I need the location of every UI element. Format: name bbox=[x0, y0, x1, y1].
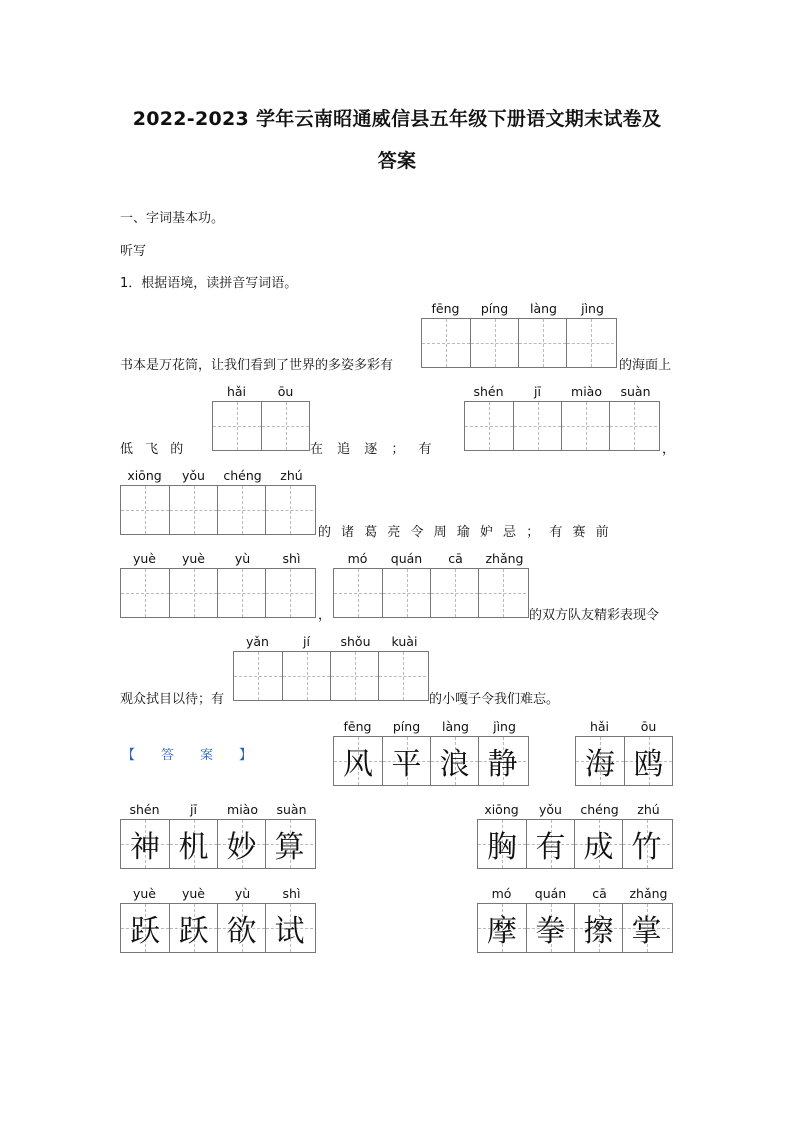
answer-shen-ji-miao-suan bbox=[120, 801, 316, 869]
question-prompt: 1．根据语境，读拼音写词语。 bbox=[120, 276, 298, 291]
answer-character: 鸥 bbox=[633, 747, 664, 782]
pinyin-syllable: shì bbox=[282, 551, 301, 566]
passage-line1-before: 书本是万花筒，让我们看到了世界的多姿多彩有 bbox=[120, 358, 394, 373]
writing-cell[interactable] bbox=[470, 319, 518, 367]
word-blank-shen-ji-miao-suan[interactable] bbox=[464, 383, 660, 451]
writing-cell[interactable] bbox=[382, 569, 430, 617]
pinyin-syllable: miào bbox=[571, 384, 602, 399]
answer-character: 掌 bbox=[631, 914, 662, 949]
writing-cell[interactable] bbox=[334, 569, 382, 617]
pinyin-row bbox=[120, 885, 316, 903]
pinyin-syllable: shén bbox=[473, 384, 504, 399]
pinyin-row bbox=[575, 718, 673, 736]
answer-hai-ou bbox=[575, 718, 673, 786]
pinyin-syllable: jī bbox=[534, 384, 541, 399]
writing-cell[interactable] bbox=[422, 319, 470, 367]
pinyin-syllable: ōu bbox=[640, 719, 657, 734]
pinyin-syllable: fēng bbox=[343, 719, 372, 734]
writing-cell[interactable] bbox=[609, 402, 657, 450]
writing-cell[interactable] bbox=[261, 402, 309, 450]
answer-character: 跃 bbox=[178, 914, 209, 949]
pinyin-syllable: yuè bbox=[132, 886, 156, 901]
pinyin-syllable: làng bbox=[442, 719, 469, 734]
pinyin-row bbox=[212, 383, 310, 401]
word-blank-yue-yue-yu-shi[interactable] bbox=[120, 550, 316, 618]
answer-cell bbox=[526, 904, 574, 952]
pinyin-syllable: suàn bbox=[276, 802, 307, 817]
writing-cell[interactable] bbox=[169, 569, 217, 617]
pinyin-syllable: shǒu bbox=[340, 634, 371, 649]
answer-cell bbox=[382, 737, 430, 785]
word-blank-mo-quan-ca-zhang[interactable] bbox=[333, 550, 529, 618]
answer-cell bbox=[622, 820, 670, 868]
writing-cell[interactable] bbox=[478, 569, 526, 617]
pinyin-syllable: zhú bbox=[280, 468, 303, 483]
answer-character: 浪 bbox=[439, 747, 470, 782]
writing-cell[interactable] bbox=[566, 319, 614, 367]
answer-character: 拳 bbox=[535, 914, 566, 949]
answer-mo-quan-ca-zhang bbox=[477, 885, 673, 953]
writing-cell[interactable] bbox=[465, 402, 513, 450]
pinyin-syllable: yuè bbox=[181, 551, 205, 566]
answer-character: 机 bbox=[178, 830, 209, 865]
pinyin-syllable: xiōng bbox=[484, 802, 519, 817]
writing-cell[interactable] bbox=[213, 402, 261, 450]
answer-cell bbox=[169, 904, 217, 952]
pinyin-syllable: yǒu bbox=[539, 802, 562, 817]
answer-character: 神 bbox=[130, 830, 160, 865]
answer-character: 跃 bbox=[130, 914, 160, 949]
answer-character: 试 bbox=[274, 914, 305, 949]
answer-grid bbox=[575, 736, 673, 786]
pinyin-row bbox=[333, 550, 529, 568]
writing-cell[interactable] bbox=[217, 569, 265, 617]
pinyin-syllable: zhú bbox=[637, 802, 660, 817]
answer-cell bbox=[265, 820, 313, 868]
pinyin-syllable: hǎi bbox=[589, 719, 610, 734]
answer-yue-yue-yu-shi bbox=[120, 885, 316, 953]
answer-character: 成 bbox=[583, 830, 614, 865]
pinyin-syllable: mó bbox=[491, 886, 512, 901]
pinyin-syllable: kuài bbox=[391, 634, 418, 649]
answer-cell bbox=[217, 820, 265, 868]
writing-grid[interactable] bbox=[233, 651, 429, 701]
word-blank-feng-ping-lang-jing[interactable] bbox=[421, 300, 617, 368]
word-blank-yan-ji-shou-kuai[interactable] bbox=[233, 633, 429, 701]
writing-cell[interactable] bbox=[265, 486, 313, 534]
writing-cell[interactable] bbox=[330, 652, 378, 700]
writing-grid[interactable] bbox=[212, 401, 310, 451]
writing-cell[interactable] bbox=[265, 569, 313, 617]
passage-line5-after: 的小嘎子令我们难忘。 bbox=[429, 692, 560, 707]
writing-grid[interactable] bbox=[464, 401, 660, 451]
writing-cell[interactable] bbox=[169, 486, 217, 534]
answer-cell bbox=[265, 904, 313, 952]
pinyin-row bbox=[464, 383, 660, 401]
word-blank-hai-ou[interactable] bbox=[212, 383, 310, 451]
passage-line4-after: 的双方队友精彩表现令 bbox=[529, 608, 660, 623]
answer-label: 【 答 案 】 bbox=[122, 748, 253, 763]
pinyin-row bbox=[477, 885, 673, 903]
answer-character: 算 bbox=[274, 830, 305, 865]
answer-character: 海 bbox=[585, 747, 615, 782]
answer-grid bbox=[120, 819, 316, 869]
pinyin-row bbox=[120, 467, 316, 485]
pinyin-syllable: yuè bbox=[181, 886, 205, 901]
answer-cell bbox=[624, 737, 672, 785]
pinyin-syllable: hǎi bbox=[226, 384, 247, 399]
answer-character: 静 bbox=[487, 747, 518, 782]
writing-grid[interactable] bbox=[120, 485, 316, 535]
pinyin-syllable: miào bbox=[227, 802, 258, 817]
pinyin-syllable: quán bbox=[390, 551, 423, 566]
answer-cell bbox=[121, 904, 169, 952]
pinyin-row bbox=[233, 633, 429, 651]
pinyin-syllable: chéng bbox=[580, 802, 619, 817]
writing-cell[interactable] bbox=[282, 652, 330, 700]
pinyin-syllable: chéng bbox=[223, 468, 262, 483]
pinyin-row bbox=[120, 801, 316, 819]
answer-grid bbox=[120, 903, 316, 953]
subsection-heading: 听写 bbox=[120, 244, 147, 259]
writing-cell[interactable] bbox=[430, 569, 478, 617]
passage-line5-before: 观众拭目以待；有 bbox=[120, 692, 225, 707]
pinyin-syllable: zhǎng bbox=[629, 886, 668, 901]
pinyin-row bbox=[477, 801, 673, 819]
pinyin-row bbox=[333, 718, 529, 736]
writing-cell[interactable] bbox=[561, 402, 609, 450]
answer-cell bbox=[430, 737, 478, 785]
writing-cell[interactable] bbox=[378, 652, 426, 700]
pinyin-syllable: jī bbox=[190, 802, 197, 817]
pinyin-syllable: shén bbox=[129, 802, 160, 817]
pinyin-syllable: yǒu bbox=[182, 468, 205, 483]
writing-cell[interactable] bbox=[234, 652, 282, 700]
writing-cell[interactable] bbox=[513, 402, 561, 450]
answer-character: 竹 bbox=[631, 830, 662, 865]
pinyin-syllable: píng bbox=[480, 301, 509, 316]
pinyin-syllable: yù bbox=[234, 551, 251, 566]
passage-line2-c: ， bbox=[662, 442, 676, 457]
pinyin-syllable: quán bbox=[534, 886, 567, 901]
page-title-line1: 2022-2023 学年云南昭通威信县五年级下册语文期末试卷及 bbox=[132, 108, 662, 130]
answer-cell bbox=[576, 737, 624, 785]
writing-cell[interactable] bbox=[121, 486, 169, 534]
writing-grid[interactable] bbox=[421, 318, 617, 368]
answer-cell bbox=[334, 737, 382, 785]
answer-cell bbox=[622, 904, 670, 952]
pinyin-syllable: suàn bbox=[620, 384, 651, 399]
writing-cell[interactable] bbox=[121, 569, 169, 617]
passage-line1-after: 的海面上 bbox=[619, 358, 672, 373]
pinyin-row bbox=[421, 300, 617, 318]
answer-cell bbox=[478, 737, 526, 785]
answer-xiong-you-cheng-zhu bbox=[477, 801, 673, 869]
pinyin-syllable: cā bbox=[592, 886, 607, 901]
answer-cell bbox=[121, 820, 169, 868]
pinyin-syllable: yù bbox=[234, 886, 251, 901]
section-heading: 一、字词基本功。 bbox=[120, 211, 225, 226]
writing-cell[interactable] bbox=[518, 319, 566, 367]
pinyin-syllable: zhǎng bbox=[485, 551, 524, 566]
writing-grid[interactable] bbox=[333, 568, 529, 618]
answer-character: 胸 bbox=[487, 830, 517, 865]
writing-cell[interactable] bbox=[217, 486, 265, 534]
answer-character: 妙 bbox=[226, 830, 257, 865]
answer-character: 摩 bbox=[487, 914, 517, 949]
answer-cell bbox=[478, 820, 526, 868]
answer-grid bbox=[477, 903, 673, 953]
pinyin-syllable: mó bbox=[347, 551, 368, 566]
passage-line2-a: 低 飞 的 bbox=[120, 442, 184, 457]
answer-character: 擦 bbox=[583, 914, 614, 949]
pinyin-syllable: cā bbox=[448, 551, 463, 566]
answer-character: 风 bbox=[343, 747, 373, 782]
answer-cell bbox=[574, 904, 622, 952]
pinyin-syllable: xiōng bbox=[127, 468, 162, 483]
answer-feng-ping-lang-jing bbox=[333, 718, 529, 786]
pinyin-syllable: jìng bbox=[581, 301, 604, 316]
answer-cell bbox=[574, 820, 622, 868]
passage-line2-b: 在 追 逐 ； 有 bbox=[310, 442, 432, 457]
pinyin-syllable: làng bbox=[530, 301, 557, 316]
page-title-line2: 答案 bbox=[377, 150, 417, 172]
answer-cell bbox=[217, 904, 265, 952]
passage-line4-comma: ， bbox=[318, 608, 332, 623]
answer-cell bbox=[526, 820, 574, 868]
answer-character: 平 bbox=[391, 747, 422, 782]
pinyin-syllable: shì bbox=[282, 886, 301, 901]
answer-grid bbox=[333, 736, 529, 786]
pinyin-syllable: fēng bbox=[431, 301, 460, 316]
pinyin-row bbox=[120, 550, 316, 568]
passage-line3-after: 的 诸 葛 亮 令 周 瑜 妒 忌 ； 有 赛 前 bbox=[318, 525, 609, 540]
word-blank-xiong-you-cheng-zhu[interactable] bbox=[120, 467, 316, 535]
pinyin-syllable: ōu bbox=[277, 384, 294, 399]
pinyin-syllable: yǎn bbox=[246, 634, 269, 649]
pinyin-syllable: píng bbox=[392, 719, 421, 734]
writing-grid[interactable] bbox=[120, 568, 316, 618]
answer-grid bbox=[477, 819, 673, 869]
answer-cell bbox=[169, 820, 217, 868]
pinyin-syllable: jìng bbox=[493, 719, 516, 734]
answer-cell bbox=[478, 904, 526, 952]
pinyin-syllable: yuè bbox=[132, 551, 156, 566]
pinyin-syllable: jí bbox=[303, 634, 310, 649]
answer-character: 欲 bbox=[226, 914, 257, 949]
answer-character: 有 bbox=[535, 830, 566, 865]
